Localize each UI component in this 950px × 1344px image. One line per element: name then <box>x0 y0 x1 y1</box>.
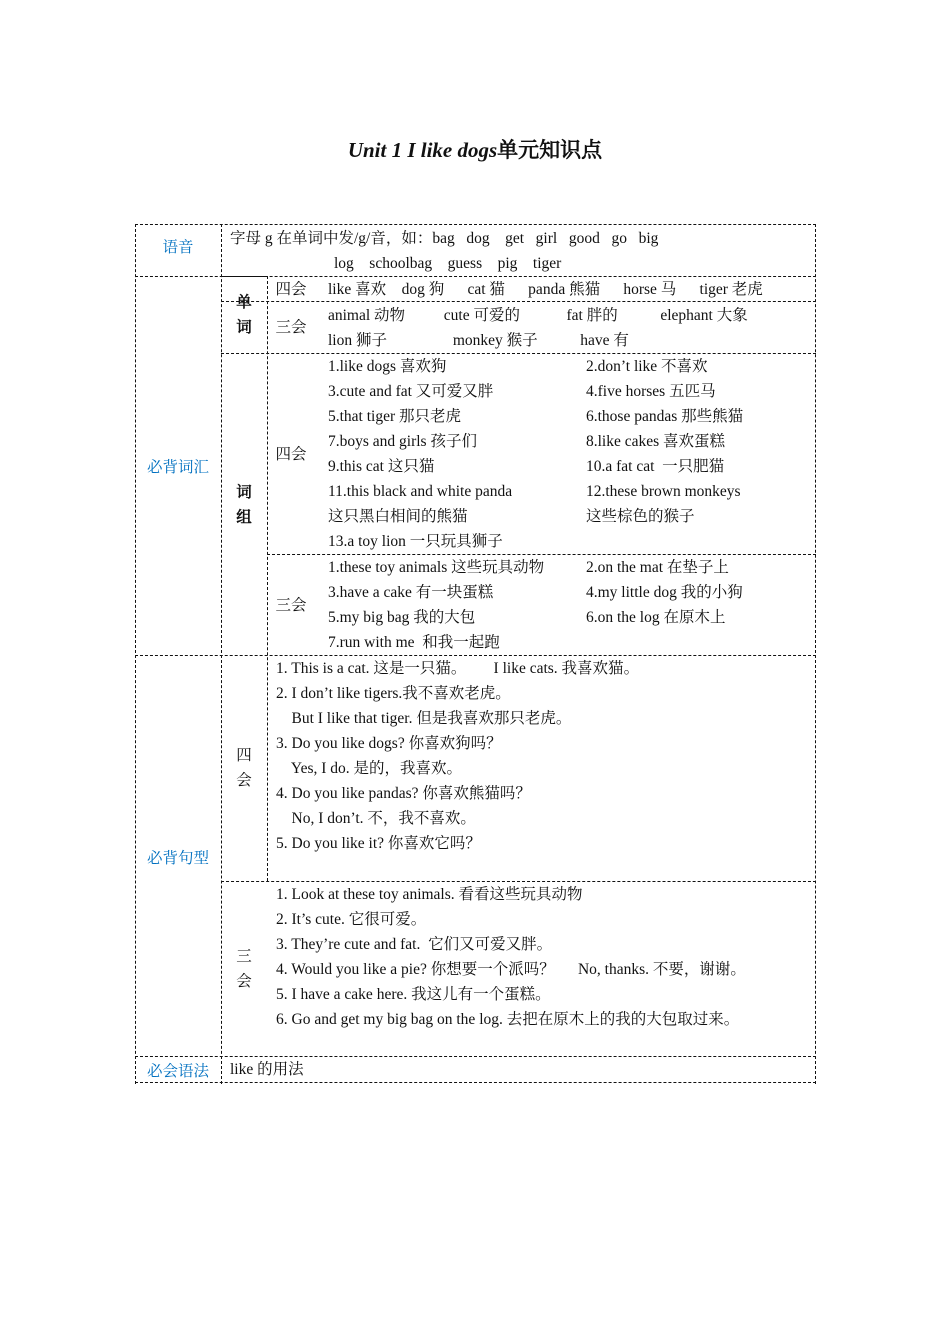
title-english: Unit 1 I like dogs <box>347 138 498 162</box>
sentence-item: No, I don’t. 不，我不喜欢。 <box>276 810 476 827</box>
phrase-item: 1.these toy animals 这些玩具动物 <box>328 559 545 576</box>
sentence-item: 6. Go and get my big bag on the log. 去把在原木上的我的大包取过来。 <box>276 1011 740 1028</box>
table-border-top <box>135 224 816 225</box>
phrase-item: 这些棕色的猴子 <box>586 508 695 525</box>
phrase-item: 13.a toy lion 一只玩具狮子 <box>328 533 503 550</box>
phrases-3-right-col <box>586 555 743 630</box>
words-4-text: like 喜欢 dog 狗 cat 猫 panda 熊猫 horse 马 tiger 老虎 <box>328 281 763 298</box>
page-title <box>0 136 950 164</box>
sentence-item: Yes, I do. 是的，我喜欢。 <box>276 760 463 777</box>
grammar-text: like 的用法 <box>230 1061 304 1078</box>
phrase-item: 1.like dogs 喜欢狗 <box>328 358 447 375</box>
words-3-line-2: lion 狮子 monkey 猴子 have 有 <box>328 332 629 349</box>
sentence-item: But I like that tiger. 但是我喜欢那只老虎。 <box>276 710 572 727</box>
words-level-3: 三会 <box>275 318 307 336</box>
words-3-line-1: animal 动物 cute 可爱的 fat 胖的 elephant 大象 <box>328 307 748 324</box>
sentences-level-4: 四 会 <box>236 746 252 789</box>
words-label: 单 词 <box>236 293 252 336</box>
table-border-left <box>135 224 136 1084</box>
table-border-bottom <box>135 1082 816 1083</box>
phrase-item: 3.cute and fat 又可爱又胖 <box>328 383 494 400</box>
sentence-item: 2. I don’t like tigers.我不喜欢老虎。 <box>276 685 511 702</box>
words-level-4: 四会 <box>275 280 307 298</box>
phrase-item: 6.those pandas 那些熊猫 <box>586 408 744 425</box>
phrase-item: 8.like cakes 喜欢蛋糕 <box>586 433 726 450</box>
phrases-4-right-col <box>586 354 743 529</box>
phrase-item: 9.this cat 这只猫 <box>328 458 435 475</box>
phrases-4-left-col <box>328 354 512 554</box>
phrase-item: 4.five horses 五匹马 <box>586 383 716 400</box>
grammar-label: 必会语法 <box>146 1062 209 1080</box>
sentence-item: 5. I have a cake here. 我这儿有一个蛋糕。 <box>276 986 551 1003</box>
phrase-item: 4.my little dog 我的小狗 <box>586 584 743 601</box>
col-divider-level <box>267 276 268 881</box>
sentence-item: 4. Do you like pandas? 你喜欢熊猫吗？ <box>276 785 531 802</box>
sentences-4-list <box>276 656 639 856</box>
knowledge-table <box>135 224 816 1084</box>
sentences-label: 必背句型 <box>146 849 209 867</box>
sentence-item: 1. Look at these toy animals. 看看这些玩具动物 <box>276 886 583 903</box>
phrase-item: 7.boys and girls 孩子们 <box>328 433 477 450</box>
phrases-level-4: 四会 <box>275 445 307 463</box>
phrase-item: 5.that tiger 那只老虎 <box>328 408 462 425</box>
phrase-item: 5.my big bag 我的大包 <box>328 609 476 626</box>
sentence-item: 5. Do you like it? 你喜欢它吗？ <box>276 835 481 852</box>
phrase-item: 7.run with me 和我一起跑 <box>328 634 500 651</box>
sentence-item: 3. Do you like dogs? 你喜欢狗吗？ <box>276 735 502 752</box>
sentence-item: 2. It’s cute. 它很可爱。 <box>276 911 427 928</box>
table-border-right <box>815 224 816 1084</box>
phonics-line-2: log schoolbag guess pig tiger <box>334 255 562 272</box>
solid-rule <box>221 276 267 277</box>
title-chinese: 单元知识点 <box>497 138 603 162</box>
phrases-level-3: 三会 <box>275 596 307 614</box>
phrase-item: 3.have a cake 有一块蛋糕 <box>328 584 494 601</box>
phrase-item: 2.on the mat 在垫子上 <box>586 559 729 576</box>
sentence-item: 3. They’re cute and fat. 它们又可爱又胖。 <box>276 936 553 953</box>
sentences-3-list <box>276 882 746 1032</box>
sentence-item: 4. Would you like a pie? 你想要一个派吗？ No, thanks. 不要，谢谢。 <box>276 961 746 978</box>
phrase-item: 12.these brown monkeys <box>586 483 741 500</box>
phrase-item: 10.a fat cat 一只肥猫 <box>586 458 725 475</box>
phonics-label: 语音 <box>162 238 194 256</box>
phrase-item: 2.don’t like 不喜欢 <box>586 358 708 375</box>
phrase-item: 这只黑白相间的熊猫 <box>328 508 468 525</box>
sentence-item: 1. This is a cat. 这是一只猫。 I like cats. 我喜欢猫。 <box>276 660 640 677</box>
phrase-item: 11.this black and white panda <box>328 483 513 500</box>
phrase-item: 6.on the log 在原木上 <box>586 609 726 626</box>
phrases-label: 词 组 <box>236 483 252 526</box>
phonics-line-1: 字母 g 在单词中发/g/音，如：bag dog get girl good go big <box>230 230 659 247</box>
phrases-3-left-col <box>328 555 544 655</box>
vocab-label: 必背词汇 <box>146 458 209 476</box>
sentences-level-3: 三 会 <box>236 947 252 990</box>
